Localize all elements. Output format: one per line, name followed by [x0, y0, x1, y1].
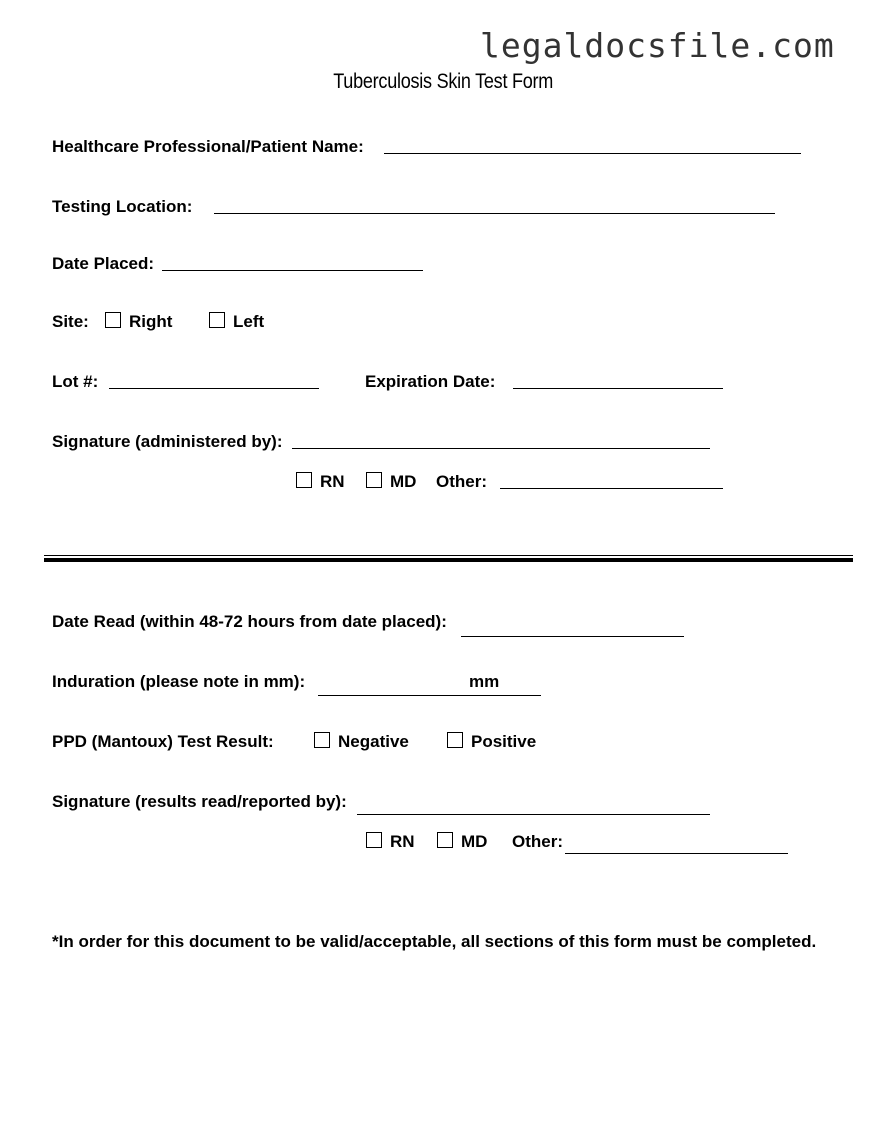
lot-number-field[interactable]: [109, 388, 319, 389]
date-read-label: Date Read (within 48-72 hours from date placed):: [52, 612, 447, 631]
lot-number-label: Lot #:: [52, 372, 99, 391]
reported-md-label: MD: [461, 832, 488, 851]
administered-signature-field[interactable]: [292, 448, 710, 449]
reported-rn-checkbox[interactable]: [366, 832, 382, 848]
reported-signature-label: Signature (results read/reported by):: [52, 792, 347, 811]
reported-rn-label: RN: [390, 832, 415, 851]
administered-other-field[interactable]: [500, 488, 723, 489]
expiration-date-field[interactable]: [513, 388, 723, 389]
administered-rn-checkbox[interactable]: [296, 472, 312, 488]
induration-field[interactable]: [318, 695, 541, 696]
patient-name-field[interactable]: [384, 153, 801, 154]
reported-md-checkbox[interactable]: [437, 832, 453, 848]
site-right-label: Right: [129, 312, 173, 331]
form-title: Tuberculosis Skin Test Form: [333, 70, 554, 93]
result-positive-label: Positive: [471, 732, 537, 751]
induration-label: Induration (please note in mm):: [52, 672, 306, 691]
site-label: Site:: [52, 312, 89, 331]
site-right-checkbox[interactable]: [105, 312, 121, 328]
testing-location-field[interactable]: [214, 213, 775, 214]
reported-signature-field[interactable]: [357, 814, 710, 815]
watermark: legaldocsfile.com: [480, 26, 835, 65]
reported-other-field[interactable]: [565, 853, 788, 854]
patient-name-label: Healthcare Professional/Patient Name:: [52, 137, 364, 156]
date-placed-field[interactable]: [162, 270, 423, 271]
administered-signature-label: Signature (administered by):: [52, 432, 283, 451]
section-divider-thin: [44, 555, 853, 556]
site-left-checkbox[interactable]: [209, 312, 225, 328]
administered-md-label: MD: [390, 472, 417, 491]
date-read-field[interactable]: [461, 636, 684, 637]
induration-unit: mm: [469, 672, 500, 691]
reported-other-label: Other:: [512, 832, 563, 851]
administered-rn-label: RN: [320, 472, 345, 491]
administered-md-checkbox[interactable]: [366, 472, 382, 488]
administered-other-label: Other:: [436, 472, 487, 491]
section-divider-thick: [44, 558, 853, 562]
testing-location-label: Testing Location:: [52, 197, 193, 216]
expiration-date-label: Expiration Date:: [365, 372, 496, 391]
date-placed-label: Date Placed:: [52, 254, 155, 273]
test-result-label: PPD (Mantoux) Test Result:: [52, 732, 274, 751]
result-negative-checkbox[interactable]: [314, 732, 330, 748]
result-negative-label: Negative: [338, 732, 409, 751]
footnote: *In order for this document to be valid/acceptable, all sections of this form must be completed.: [52, 932, 817, 951]
site-left-label: Left: [233, 312, 265, 331]
result-positive-checkbox[interactable]: [447, 732, 463, 748]
